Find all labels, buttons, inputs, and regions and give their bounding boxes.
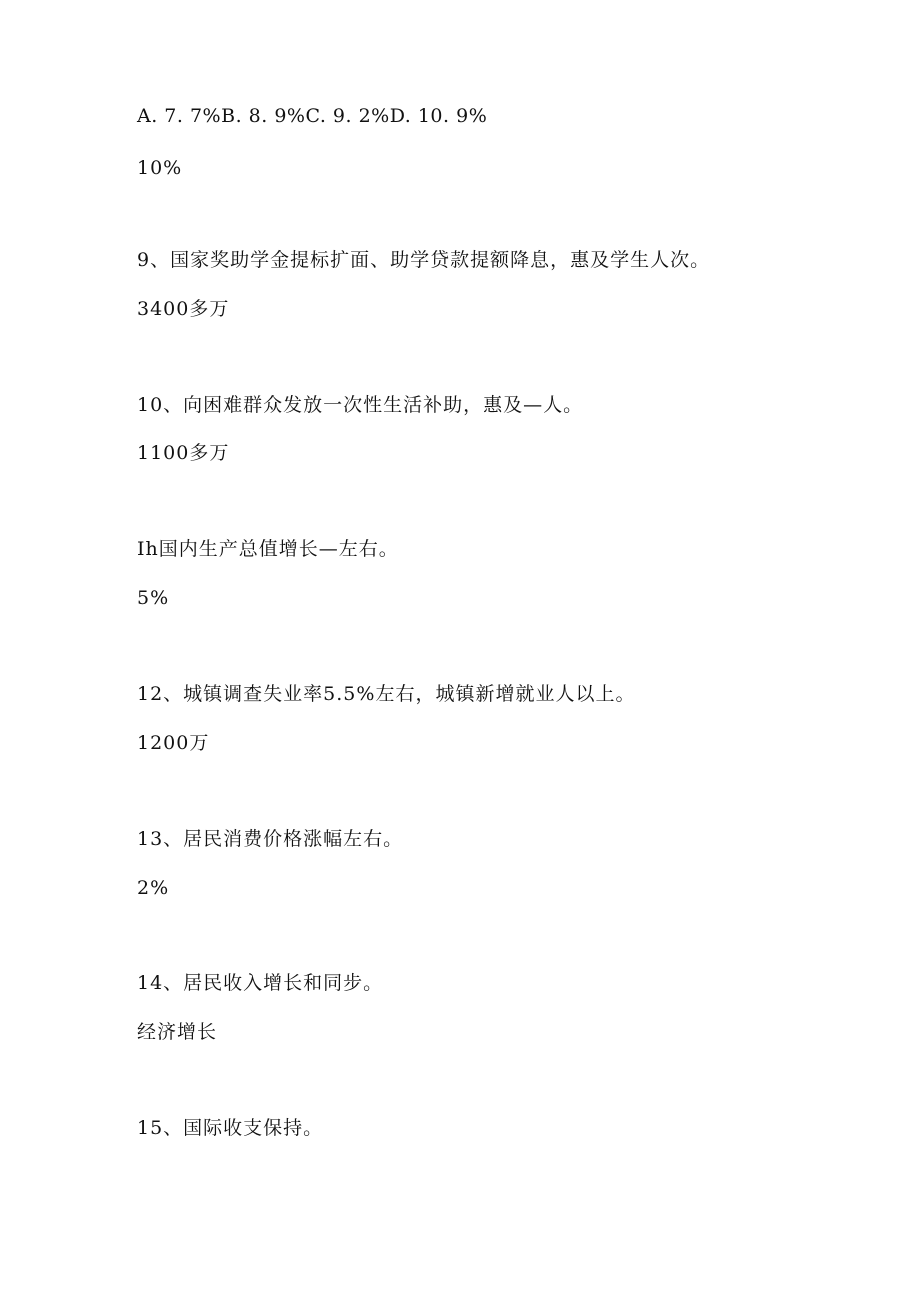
answer-options-q8: A. 7. 7%B. 8. 9%C. 9. 2%D. 10. 9%: [137, 105, 488, 127]
question-14: 14、居民收入增长和同步。: [137, 972, 384, 994]
answer-q12: 1200万: [137, 732, 210, 754]
question-12: 12、城镇调查失业率5.5%左右，城镇新增就业人以上。: [137, 683, 636, 705]
question-13: 13、居民消费价格涨幅左右。: [137, 828, 404, 850]
answer-q9: 3400多万: [137, 298, 230, 320]
answer-q13: 2%: [137, 877, 170, 899]
question-15: 15、国际收支保持。: [137, 1117, 324, 1139]
answer-q10: 1100多万: [137, 442, 230, 464]
answer-q11: 5%: [137, 587, 170, 609]
answer-q14: 经济增长: [137, 1021, 218, 1043]
answer-q8: 10%: [137, 157, 183, 179]
question-10: 10、向困难群众发放一次性生活补助，惠及—人。: [137, 394, 584, 416]
question-11: Ih国内生产总值增长—左右。: [137, 538, 399, 560]
question-9: 9、国家奖助学金提标扩面、助学贷款提额降息，惠及学生人次。: [137, 249, 711, 271]
